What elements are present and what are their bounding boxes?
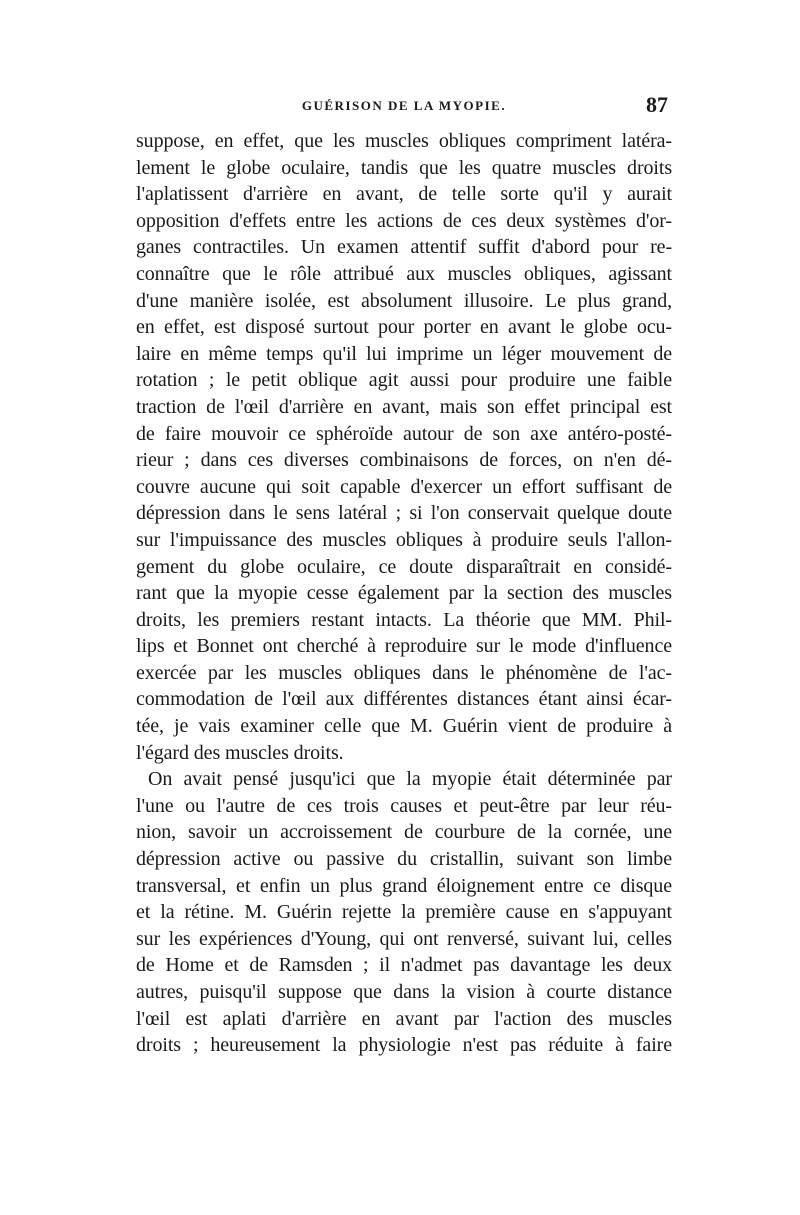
- text-line: l'une ou l'autre de ces trois causes et peut-être par leur réu-: [136, 794, 672, 817]
- text-line: de faire mouvoir ce sphéroïde autour de son axe antéro-posté-: [136, 422, 672, 445]
- body-text: [136, 128, 672, 1059]
- text-line: laire en même temps qu'il lui imprime un léger mouvement de: [136, 342, 672, 365]
- text-line: droits, les premiers restant intacts. La théorie que MM. Phil-: [136, 608, 672, 631]
- running-title: GUÉRISON DE LA MYOPIE.: [301, 98, 507, 113]
- text-line: rieur ; dans ces diverses combinaisons de forces, on n'en dé-: [136, 449, 672, 472]
- text-line: de Home et de Ramsden ; il n'admet pas davantage les deux: [136, 954, 672, 977]
- text-line: l'égard des muscles droits.: [136, 741, 344, 764]
- text-line: l'aplatissent d'arrière en avant, de telle sorte qu'il y aurait: [136, 183, 672, 206]
- text-line: exercée par les muscles obliques dans le phénomène de l'ac-: [136, 661, 672, 684]
- book-page: [136, 92, 672, 1059]
- text-line: sur l'impuissance des muscles obliques à produire seuls l'allon-: [136, 528, 672, 551]
- text-line: commodation de l'œil aux différentes distances étant ainsi écar-: [136, 688, 672, 711]
- text-line: transversal, et enfin un plus grand éloignement entre ce disque: [136, 874, 672, 897]
- text-line: dépression active ou passive du cristallin, suivant son limbe: [136, 848, 672, 871]
- text-line: couvre aucune qui soit capable d'exercer un effort suffisant de: [136, 475, 672, 498]
- text-line: et la rétine. M. Guérin rejette la première cause en s'appuyant: [136, 901, 672, 924]
- text-line: ganes contractiles. Un examen attentif suffit d'abord pour re-: [136, 236, 672, 259]
- text-line: d'une manière isolée, est absolument illusoire. Le plus grand,: [136, 289, 672, 312]
- text-line: autres, puisqu'il suppose que dans la vision à courte distance: [136, 981, 672, 1003]
- text-line: On avait pensé jusqu'ici que la myopie était déterminée par: [148, 768, 672, 791]
- paragraph-1: [136, 128, 672, 766]
- page-number: 87: [646, 92, 668, 117]
- text-line: en effet, est disposé surtout pour porter en avant le globe ocu-: [136, 316, 672, 339]
- text-line: rotation ; le petit oblique agit aussi pour produire une faible: [136, 369, 672, 392]
- text-line: sur les expériences d'Young, qui ont renversé, suivant lui, celles: [136, 927, 672, 950]
- text-line: nion, savoir un accroissement de courbure de la cornée, une: [136, 821, 672, 844]
- text-line: l'œil est aplati d'arrière en avant par l'action des muscles: [136, 1007, 672, 1030]
- page-header: [136, 92, 672, 122]
- text-line: connaître que le rôle attribué aux muscles obliques, agissant: [136, 262, 672, 285]
- text-line: lips et Bonnet ont cherché à reproduire sur le mode d'influence: [136, 635, 672, 658]
- text-line: dépression dans le sens latéral ; si l'on conservait quelque doute: [136, 502, 672, 525]
- text-line: droits ; heureusement la physiologie n'est pas réduite à faire: [136, 1034, 672, 1057]
- text-line: opposition d'effets entre les actions de ces deux systèmes d'or-: [136, 209, 672, 232]
- text-line: lement le globe oculaire, tandis que les quatre muscles droits: [136, 156, 672, 179]
- text-line: tée, je vais examiner celle que M. Guérin vient de produire à: [136, 715, 672, 738]
- text-line: gement du globe oculaire, ce doute disparaîtrait en considé-: [136, 555, 672, 578]
- text-line: suppose, en effet, que les muscles obliques compriment latéra-: [136, 130, 672, 152]
- paragraph-2: [136, 766, 672, 1059]
- text-line: rant que la myopie cesse également par la section des muscles: [136, 582, 672, 605]
- text-line: traction de l'œil d'arrière en avant, mais son effet principal est: [136, 395, 672, 418]
